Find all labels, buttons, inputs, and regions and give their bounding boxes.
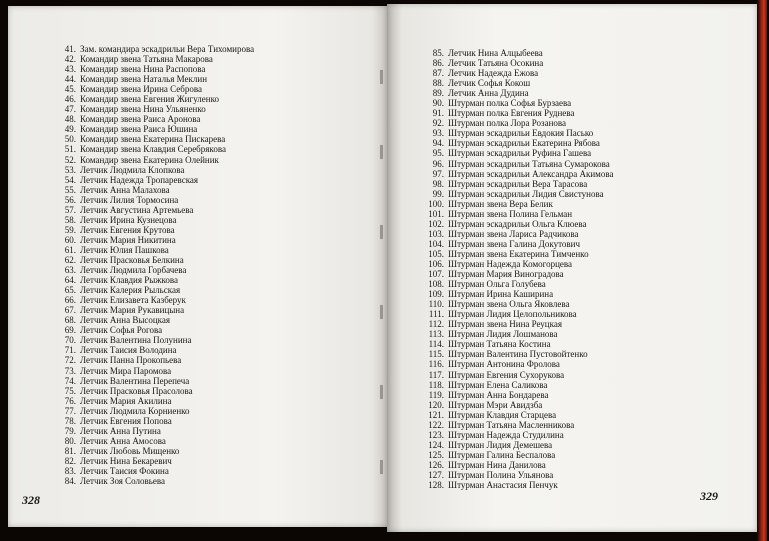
list-item	[420, 380, 613, 390]
entry-text: Летчик Анна Амосова	[80, 435, 166, 446]
list-item	[52, 345, 254, 355]
entry-number: 65.	[64, 285, 76, 296]
entry-text: Штурман звена Галина Докутович	[448, 238, 580, 249]
list-item	[52, 54, 254, 64]
entry-text: Штурман Татьяна Масленникова	[448, 419, 575, 430]
entry-number: 56.	[64, 194, 76, 205]
binding-stitch	[380, 305, 383, 319]
entry-number: 128.	[428, 480, 444, 491]
entry-text: Командир звена Наталья Меклин	[80, 74, 208, 85]
entry-number: 71.	[64, 345, 76, 356]
list-item	[420, 118, 613, 128]
entry-number: 67.	[64, 305, 76, 316]
entry-text: Штурман эскадрильи Евдокия Пасько	[448, 128, 594, 139]
entry-number: 47.	[64, 104, 76, 115]
entry-text: Штурман Лидия Целопольникова	[448, 309, 577, 320]
entry-text: Командир звена Клавдия Серебрякова	[80, 144, 226, 155]
entry-text: Штурман Галина Беспалова	[448, 449, 556, 460]
entry-number: 74.	[64, 375, 76, 386]
entry-number: 68.	[64, 315, 76, 326]
entry-text: Штурман Анастасия Пенчук	[448, 480, 558, 491]
entry-number: 43.	[64, 64, 76, 75]
list-item	[52, 416, 254, 426]
entry-text: Штурман звена Полина Гельман	[448, 208, 573, 219]
list-item	[420, 128, 613, 138]
list-item	[420, 179, 613, 189]
list-item	[420, 359, 613, 369]
list-item	[420, 58, 613, 68]
list-item	[52, 315, 254, 325]
entry-text: Летчик Мария Акилина	[80, 395, 172, 406]
entry-text: Летчик Евгения Попова	[80, 415, 172, 426]
entry-text: Штурман Лидия Лошманова	[448, 329, 558, 340]
entry-text: Штурман Татьяна Костина	[448, 339, 551, 350]
entry-number: 75.	[64, 385, 76, 396]
entry-number: 46.	[64, 94, 76, 105]
list-item	[52, 94, 254, 104]
entry-text: Летчик Анна Высоцкая	[80, 315, 171, 326]
entry-number: 83.	[64, 465, 76, 476]
entry-number: 117.	[428, 369, 444, 380]
list-item	[52, 285, 254, 295]
entry-text: Летчик Нина Бекаревич	[80, 455, 172, 466]
entry-text: Летчик Мира Паромова	[80, 365, 172, 376]
list-item	[420, 259, 613, 269]
entry-text: Командир звена Нина Ульяненко	[80, 104, 206, 115]
entry-text: Летчик Анна Путина	[80, 425, 161, 436]
entry-number: 111.	[428, 309, 444, 320]
list-item	[420, 430, 613, 440]
entry-number: 50.	[64, 134, 76, 145]
list-item	[52, 84, 254, 94]
entry-number: 119.	[428, 389, 444, 400]
entry-text: Штурман Мэри Авидзба	[448, 399, 543, 410]
list-item	[52, 104, 254, 114]
entry-number: 106.	[428, 258, 444, 269]
entry-text: Штурман звена Нина Реуцкая	[448, 319, 562, 330]
entry-number: 91.	[432, 108, 444, 119]
list-item	[52, 295, 254, 305]
entry-text: Командир звена Татьяна Макарова	[80, 54, 213, 65]
list-item	[420, 189, 613, 199]
entry-text: Летчик Евгения Крутова	[80, 224, 175, 235]
entry-number: 88.	[432, 78, 444, 89]
list-item	[420, 78, 613, 88]
entry-text: Летчик Софья Рогова	[80, 325, 163, 336]
entry-text: Летчик Надежда Тропаревская	[80, 174, 199, 185]
entry-text: Командир звена Нина Распопова	[80, 64, 206, 75]
entry-text: Штурман Мария Виноградова	[448, 269, 564, 280]
entry-number: 123.	[428, 429, 444, 440]
list-item	[52, 396, 254, 406]
entry-number: 116.	[428, 359, 444, 370]
entry-text: Штурман Надежда Комогорцева	[448, 258, 573, 269]
entry-number: 48.	[64, 114, 76, 125]
list-item	[52, 476, 254, 486]
entry-text: Летчик Надежда Ежова	[448, 68, 539, 79]
entry-text: Летчик Мария Никитина	[80, 234, 176, 245]
list-item	[420, 239, 613, 249]
entry-number: 84.	[64, 476, 76, 487]
list-item	[420, 219, 613, 229]
entry-number: 120.	[428, 399, 444, 410]
list-item	[420, 339, 613, 349]
entry-text: Летчик Августина Артемьева	[80, 204, 194, 215]
list-item	[420, 309, 613, 319]
entry-number: 64.	[64, 275, 76, 286]
entry-number: 54.	[64, 174, 76, 185]
entry-text: Штурман звена Ольга Яковлева	[448, 299, 570, 310]
entry-number: 59.	[64, 224, 76, 235]
entry-text: Летчик Валентина Полунина	[80, 335, 192, 346]
entry-number: 80.	[64, 435, 76, 446]
entry-text: Командир звена Евгения Жигуленко	[80, 94, 220, 105]
list-item	[420, 108, 613, 118]
list-item	[52, 446, 254, 456]
entry-text: Штурман Валентина Пустовойтенко	[448, 349, 588, 360]
entry-text: Штурман Лидия Демешева	[448, 439, 553, 450]
entry-text: Летчик Анна Дудина	[448, 88, 529, 99]
list-item	[420, 269, 613, 279]
entry-text: Штурман эскадрильи Александра Акимова	[448, 168, 614, 179]
list-item	[420, 169, 613, 179]
entry-text: Летчик Любовь Мищенко	[80, 445, 180, 456]
list-item	[420, 460, 613, 470]
entry-number: 96.	[432, 158, 444, 169]
entry-number: 94.	[432, 138, 444, 149]
entry-text: Летчик Прасковья Прасолова	[80, 385, 193, 396]
entry-number: 51.	[64, 144, 76, 155]
entry-text: Летчик Зоя Соловьева	[80, 476, 166, 487]
list-item	[420, 68, 613, 78]
entry-number: 112.	[428, 319, 444, 330]
list-item	[52, 235, 254, 245]
list-item	[52, 456, 254, 466]
binding-stitch	[380, 460, 383, 474]
left-name-list	[52, 44, 254, 486]
entry-number: 127.	[428, 469, 444, 480]
entry-number: 76.	[64, 395, 76, 406]
entry-number: 70.	[64, 335, 76, 346]
list-item	[420, 329, 613, 339]
entry-text: Штурман эскадрильи Лидия Свистунова	[448, 188, 604, 199]
list-item	[52, 376, 254, 386]
list-item	[420, 390, 613, 400]
entry-number: 126.	[428, 459, 444, 470]
list-item	[52, 305, 254, 315]
list-item	[420, 199, 613, 209]
entry-number: 60.	[64, 234, 76, 245]
list-item	[52, 426, 254, 436]
entry-text: Штурман звена Лариса Радчикова	[448, 228, 579, 239]
entry-number: 113.	[428, 329, 444, 340]
entry-text: Штурман эскадрильи Татьяна Сумарокова	[448, 158, 610, 169]
entry-text: Штурман звена Вера Белик	[448, 198, 553, 209]
list-item	[420, 319, 613, 329]
entry-number: 62.	[64, 254, 76, 265]
entry-number: 107.	[428, 269, 444, 280]
list-item	[52, 225, 254, 235]
entry-number: 49.	[64, 124, 76, 135]
entry-number: 61.	[64, 244, 76, 255]
list-item	[52, 275, 254, 285]
list-item	[52, 165, 254, 175]
entry-text: Летчик Лилия Тормосина	[80, 194, 179, 205]
entry-text: Штурман эскадрильи Руфина Гашева	[448, 148, 592, 159]
entry-number: 114.	[428, 339, 444, 350]
entry-text: Штурман звена Екатерина Тимченко	[448, 248, 589, 259]
list-item	[420, 299, 613, 309]
entry-text: Штурман эскадрильи Екатерина Рябова	[448, 138, 600, 149]
list-item	[52, 114, 254, 124]
entry-number: 72.	[64, 355, 76, 366]
entry-number: 122.	[428, 419, 444, 430]
entry-number: 73.	[64, 365, 76, 376]
list-item	[52, 195, 254, 205]
entry-number: 78.	[64, 415, 76, 426]
entry-number: 99.	[432, 188, 444, 199]
entry-number: 98.	[432, 178, 444, 189]
binding-stitch	[380, 70, 383, 84]
entry-text: Командир звена Ирина Себрова	[80, 84, 202, 95]
entry-number: 86.	[432, 58, 444, 69]
entry-number: 42.	[64, 54, 76, 65]
list-item	[52, 175, 254, 185]
list-item	[52, 64, 254, 74]
entry-number: 69.	[64, 325, 76, 336]
entry-number: 63.	[64, 265, 76, 276]
list-item	[52, 335, 254, 345]
list-item	[52, 406, 254, 416]
list-item	[420, 349, 613, 359]
entry-text: Штурман Ольга Голубева	[448, 279, 546, 290]
entry-number: 104.	[428, 238, 444, 249]
list-item	[52, 245, 254, 255]
list-item	[420, 249, 613, 259]
entry-number: 66.	[64, 295, 76, 306]
entry-number: 125.	[428, 449, 444, 460]
entry-number: 115.	[428, 349, 444, 360]
entry-text: Штурман полка Евгения Руднева	[448, 108, 575, 119]
entry-text: Летчик Юлия Пашкова	[80, 244, 169, 255]
entry-text: Штурман Анна Бондарева	[448, 389, 549, 400]
entry-number: 101.	[428, 208, 444, 219]
entry-number: 92.	[432, 118, 444, 129]
entry-number: 103.	[428, 228, 444, 239]
entry-text: Штурман Елена Саликова	[448, 379, 548, 390]
list-item	[420, 450, 613, 460]
entry-text: Командир звена Екатерина Пискарева	[80, 134, 226, 145]
list-item	[420, 420, 613, 430]
entry-number: 77.	[64, 405, 76, 416]
binding-stitch	[380, 225, 383, 239]
entry-number: 90.	[432, 98, 444, 109]
entry-text: Летчик Анна Малахова	[80, 184, 170, 195]
entry-number: 95.	[432, 148, 444, 159]
entry-number: 121.	[428, 409, 444, 420]
entry-number: 100.	[428, 198, 444, 209]
entry-number: 57.	[64, 204, 76, 215]
entry-text: Штурман Нина Данилова	[448, 459, 546, 470]
list-item	[52, 185, 254, 195]
entry-text: Командир звена Раиса Аронова	[80, 114, 201, 125]
list-item	[52, 355, 254, 365]
entry-text: Летчик Елизавета Казберук	[80, 295, 186, 306]
entry-text: Летчик Таисия Фокина	[80, 465, 169, 476]
entry-text: Штурман Полина Ульянова	[448, 469, 554, 480]
entry-text: Штурман Ирина Каширина	[448, 289, 554, 300]
entry-number: 55.	[64, 184, 76, 195]
list-item	[420, 410, 613, 420]
list-item	[52, 205, 254, 215]
list-item	[420, 480, 613, 490]
entry-text: Летчик Валентина Перепеча	[80, 375, 190, 386]
entry-number: 105.	[428, 248, 444, 259]
list-item	[52, 124, 254, 134]
entry-text: Зам. командира эскадрильи Вера Тихомирова	[80, 44, 255, 54]
list-item	[420, 470, 613, 480]
entry-number: 52.	[64, 154, 76, 165]
entry-text: Летчик Прасковья Белкина	[80, 254, 184, 265]
list-item	[420, 209, 613, 219]
list-item	[52, 255, 254, 265]
entry-text: Штурман эскадрильи Ольга Клюева	[448, 218, 587, 229]
entry-text: Летчик Ирина Кузнецова	[80, 214, 177, 225]
entry-number: 44.	[64, 74, 76, 85]
entry-number: 108.	[428, 279, 444, 290]
list-item	[52, 366, 254, 376]
list-item	[420, 440, 613, 450]
list-item	[420, 279, 613, 289]
list-item	[52, 155, 254, 165]
entry-number: 118.	[428, 379, 444, 390]
page-number-left: 328	[22, 493, 40, 507]
entry-text: Летчик Калерия Рыльская	[80, 285, 181, 296]
entry-number: 102.	[428, 218, 444, 229]
list-item	[420, 289, 613, 299]
entry-text: Штурман эскадрильи Вера Тарасова	[448, 178, 588, 189]
list-item	[420, 370, 613, 380]
entry-number: 45.	[64, 84, 76, 95]
list-item	[52, 325, 254, 335]
list-item	[420, 98, 613, 108]
entry-number: 89.	[432, 88, 444, 99]
entry-text: Штурман полка Лора Розанова	[448, 118, 567, 129]
list-item	[52, 74, 254, 84]
list-item	[52, 144, 254, 154]
entry-text: Штурман Евгения Сухорукова	[448, 369, 565, 380]
list-item	[52, 134, 254, 144]
entry-number: 97.	[432, 168, 444, 179]
entry-number: 110.	[428, 299, 444, 310]
entry-text: Летчик Таисия Володина	[80, 345, 177, 356]
entry-text: Летчик Нина Алцыбеева	[448, 48, 543, 58]
list-item	[52, 44, 254, 54]
entry-number: 124.	[428, 439, 444, 450]
entry-text: Штурман полка Софья Бурзаева	[448, 98, 572, 109]
entry-number: 41.	[64, 44, 76, 54]
entry-text: Командир звена Раиса Юшина	[80, 124, 198, 135]
entry-text: Летчик Татьяна Осокина	[448, 58, 544, 69]
list-item	[420, 88, 613, 98]
background-edge	[757, 0, 767, 541]
entry-number: 85.	[432, 48, 444, 58]
entry-text: Летчик Людмила Клопкова	[80, 164, 185, 175]
list-item	[420, 400, 613, 410]
entry-number: 87.	[432, 68, 444, 79]
entry-text: Командир звена Екатерина Олейник	[80, 154, 219, 165]
list-item	[52, 466, 254, 476]
binding-stitch	[380, 385, 383, 399]
entry-number: 93.	[432, 128, 444, 139]
entry-text: Летчик Людмила Горбачева	[80, 265, 187, 276]
list-item	[420, 229, 613, 239]
entry-text: Летчик Людмила Корниенко	[80, 405, 190, 416]
right-name-list	[420, 48, 613, 490]
entry-number: 81.	[64, 445, 76, 456]
entry-number: 53.	[64, 164, 76, 175]
entry-text: Штурман Антонина Фролова	[448, 359, 560, 370]
entry-text: Летчик Клавдия Рыжкова	[80, 275, 179, 286]
entry-number: 109.	[428, 289, 444, 300]
entry-text: Летчик Софья Кокош	[448, 78, 531, 89]
binding-stitch	[380, 145, 383, 159]
entry-number: 79.	[64, 425, 76, 436]
list-item	[52, 436, 254, 446]
entry-text: Летчик Панна Прокопьева	[80, 355, 182, 366]
page-number-right: 329	[700, 489, 718, 503]
entry-number: 82.	[64, 455, 76, 466]
entry-text: Штурман Клавдия Старцева	[448, 409, 557, 420]
entry-text: Штурман Надежда Студилина	[448, 429, 564, 440]
list-item	[52, 215, 254, 225]
list-item	[420, 138, 613, 148]
list-item	[52, 386, 254, 396]
list-item	[420, 148, 613, 158]
list-item	[420, 159, 613, 169]
entry-number: 58.	[64, 214, 76, 225]
list-item	[420, 48, 613, 58]
entry-text: Летчик Мария Рукавицына	[80, 305, 185, 316]
list-item	[52, 265, 254, 275]
